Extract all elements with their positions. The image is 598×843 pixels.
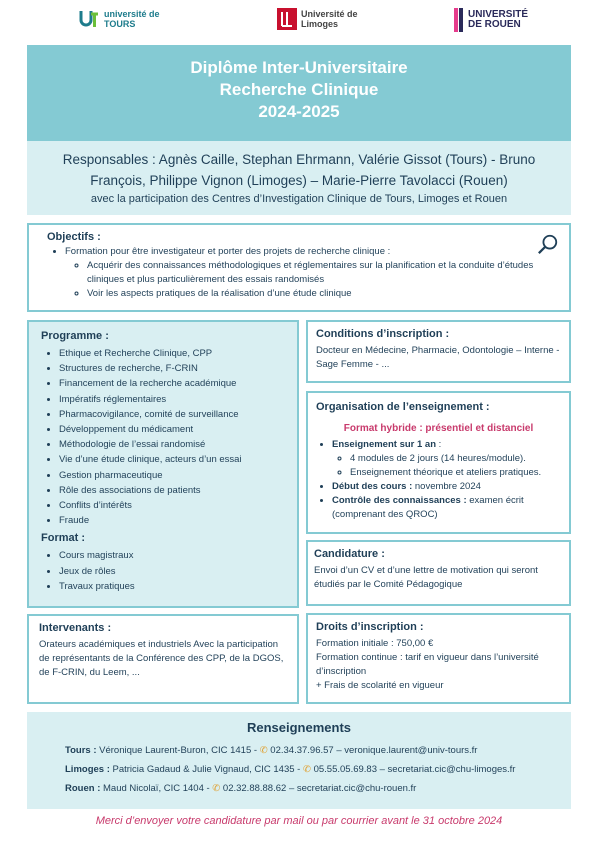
candidature-title: Candidature : <box>314 548 385 560</box>
title-line-2: Recherche Clinique <box>219 80 379 99</box>
droits-box <box>306 613 571 704</box>
programme-box <box>27 320 299 608</box>
contact-person: Patricia Gadaud & Julie Vignaud, CIC 1435 - <box>109 764 303 775</box>
duree-label: Enseignement sur 1 an <box>332 439 437 450</box>
contact-city: Rouen : <box>65 783 101 794</box>
droits-text <box>316 637 561 693</box>
droits-title: Droits d’inscription : <box>316 621 424 633</box>
intervenants-title: Intervenants : <box>39 622 112 634</box>
responsables-subtext: avec la participation des Centres d’Investigation Clinique de Tours, Limoges et Rouen <box>90 193 508 205</box>
contact-person: Maud Nicolaï, CIC 1404 - <box>100 783 213 794</box>
duree-sub-item: ◦ 4 modules de 2 jours (14 heures/module). <box>350 452 561 466</box>
programme-item: • Structures de recherche, F-CRIN <box>59 361 285 376</box>
organisation-list <box>316 438 561 522</box>
phone-icon: ✆ <box>212 783 221 794</box>
tours-logo-icon <box>78 8 100 30</box>
programme-item: • Ethique et Recherche Clinique, CPP <box>59 346 285 361</box>
deadline-footer: Merci d’envoyer votre candidature par mail ou par courrier avant le 31 octobre 2024 <box>95 815 503 827</box>
contact-email[interactable]: – secretariat.cic@chu-limoges.fr <box>377 764 516 775</box>
programme-item: • Fraude <box>59 513 285 528</box>
programme-item: • Méthodologie de l’essai randomisé <box>59 437 285 452</box>
duree-sub-item: ◦ Enseignement théorique et ateliers pratiques. <box>350 466 561 480</box>
contact-city: Tours : <box>65 745 97 756</box>
phone-icon: ✆ <box>302 764 311 775</box>
controle-value: examen écrit (comprenant des QROC) <box>332 495 524 520</box>
contact-city: Limoges : <box>65 764 110 775</box>
rouen-logo-text: UNIVERSITÉ DE ROUEN <box>468 9 529 30</box>
programme-item: • Pharmacovigilance, comité de surveillance <box>59 407 285 422</box>
contact-row-limoges <box>65 764 571 775</box>
magnifier-icon <box>537 233 559 255</box>
responsables-text: Responsables : Agnès Caille, Stephan Ehrmann, Valérie Gissot (Tours) - Bruno François, Philippe Vignon (Limoges) – Marie-Pierre Tavolacci (Rouen) <box>62 152 536 188</box>
objectifs-main <box>65 245 551 301</box>
objectifs-sub-item: ◦ Voir les aspects pratiques de la réalisation d’une étude clinique <box>87 287 551 301</box>
contact-email[interactable]: – veronique.laurent@univ-tours.fr <box>333 745 478 756</box>
debut-label: Début des cours : <box>332 481 413 492</box>
programme-item: • Développement du médicament <box>59 422 285 437</box>
organisation-item <box>332 438 561 480</box>
renseignements-title: Renseignements <box>246 720 352 735</box>
contact-phone: 02.34.37.96.57 <box>270 745 334 756</box>
objectifs-main-text: Formation pour être investigateur et porter des projets de recherche clinique : <box>65 246 391 257</box>
format-item: • Jeux de rôles <box>59 564 285 579</box>
organisation-box <box>306 391 571 534</box>
contact-email[interactable]: – secretariat.cic@chu-rouen.fr <box>286 783 417 794</box>
organisation-item <box>332 480 561 494</box>
organisation-title: Organisation de l’enseignement : <box>316 401 490 413</box>
conditions-title: Conditions d’inscription : <box>316 328 450 340</box>
limoges-logo-text: Université de Limoges <box>301 9 358 29</box>
controle-label: Contrôle des connaissances : <box>332 495 467 506</box>
phone-icon: ✆ <box>259 745 268 756</box>
programme-item: • Financement de la recherche académique <box>59 376 285 391</box>
logo-bar <box>0 6 598 42</box>
objectifs-sublist <box>65 259 551 301</box>
contact-phone: 05.55.05.69.83 <box>313 764 377 775</box>
droits-line-2: Formation continue : tarif en vigueur dans l’université d’inscription <box>316 652 539 677</box>
droits-line-1: Formation initiale : 750,00 € <box>316 638 434 649</box>
format-title: Format : <box>41 532 85 545</box>
candidature-box <box>306 540 571 606</box>
contact-row-rouen <box>65 783 571 794</box>
renseignements-box <box>27 712 571 809</box>
duree-suffix: : <box>436 439 442 450</box>
contact-phone: 02.32.88.88.62 <box>222 783 287 794</box>
contact-person: Véronique Laurent-Buron, CIC 1415 - <box>96 745 260 756</box>
format-list <box>41 548 285 594</box>
conditions-box <box>306 320 571 383</box>
organisation-item <box>332 494 561 522</box>
debut-value: novembre 2024 <box>412 481 481 492</box>
objectifs-sub-item: ◦ Acquérir des connaissances méthodologiques et réglementaires sur la planification et la conduite d’études cliniques et plus particulièrement des essais randomisés <box>87 259 551 287</box>
limoges-logo <box>277 8 361 30</box>
programme-item: • Conflits d’intérêts <box>59 498 285 513</box>
format-item: • Travaux pratiques <box>59 579 285 594</box>
hybrid-format-label: Format hybride : présentiel et distanciel <box>343 423 534 434</box>
programme-list <box>41 346 285 528</box>
objectifs-title: Objectifs : <box>47 231 101 243</box>
programme-item: • Gestion pharmaceutique <box>59 468 285 483</box>
title-banner <box>27 45 571 141</box>
title-line-1: Diplôme Inter-Universitaire <box>190 58 408 77</box>
objectifs-list <box>47 245 551 301</box>
programme-item: • Impératifs réglementaires <box>59 392 285 407</box>
tours-logo <box>78 8 174 30</box>
tours-logo-text: université de TOURS <box>104 9 160 29</box>
conditions-text: Docteur en Médecine, Pharmacie, Odontologie – Interne - Sage Femme - ... <box>316 345 560 370</box>
objectifs-box <box>27 223 571 312</box>
programme-item: • Vie d’une étude clinique, acteurs d’un essai <box>59 452 285 467</box>
responsables-banner <box>27 141 571 215</box>
format-item: • Cours magistraux <box>59 548 285 563</box>
intervenants-box <box>27 614 299 704</box>
limoges-logo-icon <box>277 8 297 30</box>
intervenants-text: Orateurs académiques et industriels Avec la participation de représentants de la Conférence des CPP, de la DGOS, de F-CRIN, du Leem, ... <box>39 639 284 678</box>
title-line-3: 2024-2025 <box>258 102 340 121</box>
candidature-text: Envoi d’un CV et d’une lettre de motivation qui seront étudiés par le Comité Pédagogique <box>314 565 538 590</box>
programme-title: Programme : <box>41 330 109 342</box>
programme-item: • Rôle des associations de patients <box>59 483 285 498</box>
rouen-logo <box>454 8 538 32</box>
contact-row-tours <box>65 745 571 756</box>
rouen-logo-icon <box>454 8 464 32</box>
duree-sublist <box>332 452 561 480</box>
droits-line-3: + Frais de scolarité en vigueur <box>316 680 444 691</box>
